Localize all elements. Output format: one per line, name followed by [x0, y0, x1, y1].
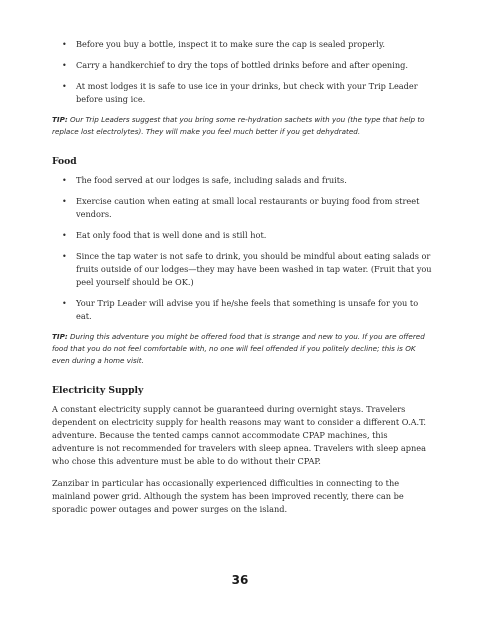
tip-label: TIP: [52, 332, 68, 341]
food-bullet-list [52, 174, 432, 323]
list-item [52, 297, 432, 323]
bullet-marker: • [62, 82, 67, 91]
bullet-marker: • [62, 197, 67, 206]
bullet-marker: • [62, 61, 67, 70]
list-item-text: Exercise caution when eating at small local restaurants or buying food from street vendors. [76, 196, 420, 219]
list-item-text: Since the tap water is not safe to drink, you should be mindful about eating salads or fruits outside of our lodges—they may have been washed in tap water. (Fruit that you peel yourself should be OK.) [76, 251, 432, 287]
page-number: 36 [231, 573, 249, 587]
list-item-text: The food served at our lodges is safe, including salads and fruits. [76, 175, 347, 185]
paragraph-zanzibar-power: Zanzibar in particular has occasionally experienced difficulties in connecting to the mainland power grid. Although the system has been improved recently, there can be sporadic power outages and power surges on the island. [52, 478, 404, 514]
list-item [52, 250, 432, 289]
section-heading-electricity: Electricity Supply [52, 385, 144, 396]
list-item-text: Before you buy a bottle, inspect it to make sure the cap is sealed properly. [76, 39, 385, 49]
list-item [52, 80, 432, 106]
list-item [52, 195, 432, 221]
drinks-bullet-list [52, 38, 432, 106]
tip-text: During this adventure you might be offered food that is strange and new to you. If you are offered food that you do not feel comfortable with, no one will feel offended if you politely decline; this is OK even during a home visit. [52, 332, 425, 365]
list-item [52, 38, 432, 51]
bullet-marker: • [62, 40, 67, 49]
section-heading-food: Food [52, 156, 77, 167]
list-item-text: Your Trip Leader will advise you if he/she feels that something is unsafe for you to eat. [76, 298, 419, 321]
bullet-marker: • [62, 176, 67, 185]
tip-strange-food [52, 331, 432, 367]
list-item-text: Carry a handkerchief to dry the tops of bottled drinks before and after opening. [76, 60, 408, 70]
list-item-text: At most lodges it is safe to use ice in your drinks, but check with your Trip Leader before using ice. [76, 81, 418, 104]
tip-label: TIP: [52, 115, 68, 124]
list-item [52, 174, 432, 187]
page-content [52, 38, 432, 525]
list-item [52, 229, 432, 242]
list-item-text: Eat only food that is well done and is still hot. [76, 230, 267, 240]
list-item [52, 59, 432, 72]
tip-text: Our Trip Leaders suggest that you bring some re-hydration sachets with you (the type that help to replace lost electrolytes). They will make you feel much better if you get dehydrated. [52, 115, 425, 136]
bullet-marker: • [62, 299, 67, 308]
bullet-marker: • [62, 252, 67, 261]
paragraph-electricity: A constant electricity supply cannot be guaranteed during overnight stays. Travelers dependent on electricity supply for health reasons may want to consider a different O.A.T. adventure. Because the tented camps cannot accommodate CPAP machines, this adventure is not recommended for travelers with sleep apnea. Travelers with sleep apnea who chose this adventure must be able to do without their CPAP. [52, 404, 427, 466]
tip-rehydration [52, 114, 432, 138]
bullet-marker: • [62, 231, 67, 240]
